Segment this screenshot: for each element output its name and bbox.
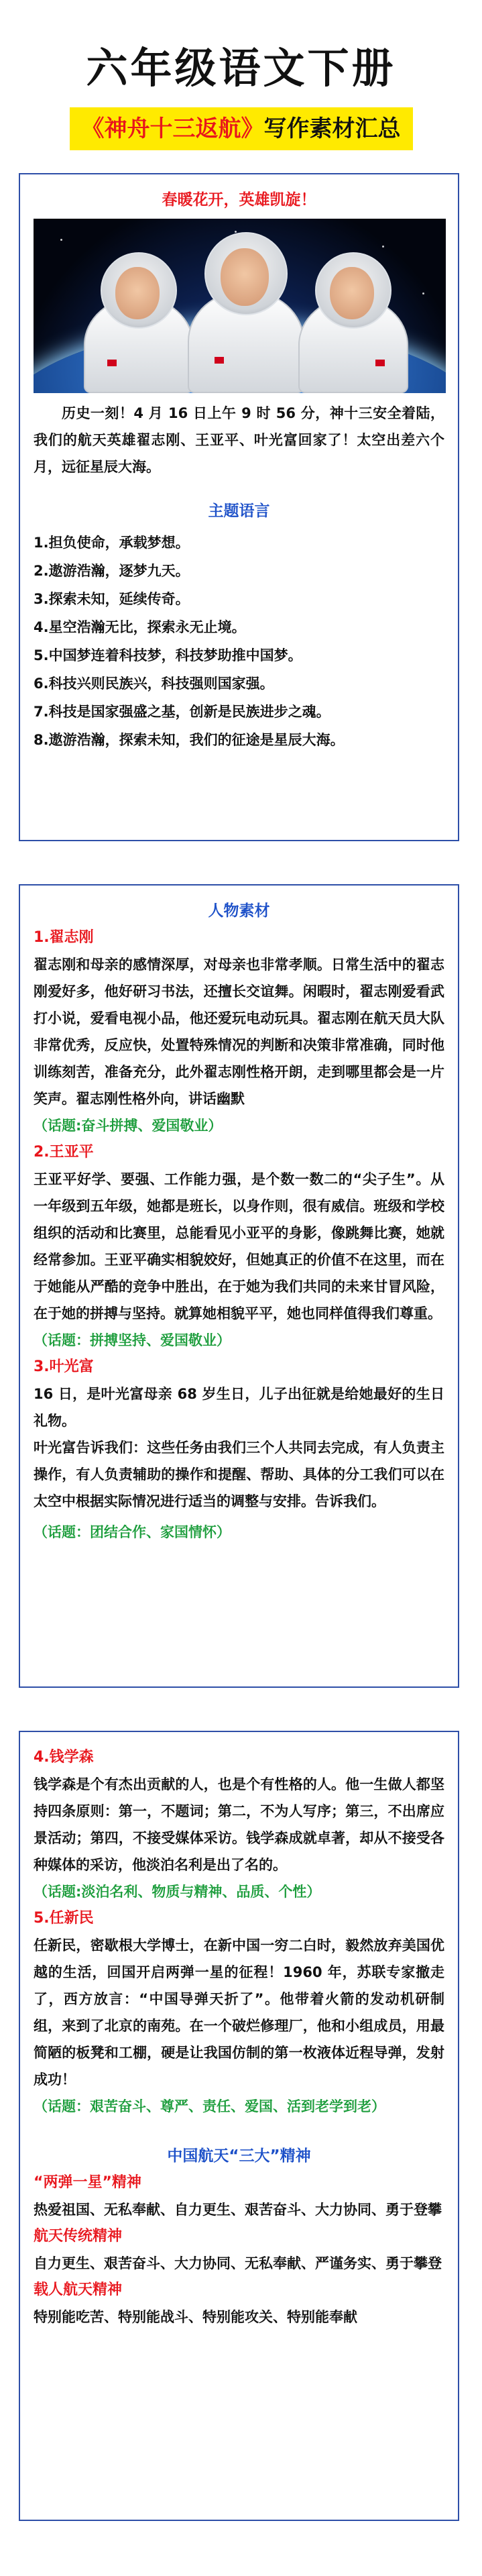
theme-item: 8.遨游浩瀚，探索未知，我们的征途是星辰大海。: [34, 732, 345, 748]
theme-item: 6.科技兴则民族兴，科技强则国家强。: [34, 676, 274, 692]
person-text-zhai: 翟志刚和母亲的感情深厚，对母亲也非常孝顺。日常生活中的翟志刚爱好多，他好研习书法，还擅长交谊舞。闲暇时，翟志刚爱看武打小说，爱看电视小品，他还爱玩电动玩具。翟志刚在航天员大队非常优秀，反应快，处置特殊情况的判断和决策非常准确，同时他训练刻苦，准备充分，此外翟志刚性格开朗，走到哪里都会是一片笑声。翟志刚性格外向，讲话幽默: [34, 957, 444, 1107]
person-text-ye-1: 16 日，是叶光富母亲 68 岁生日，儿子出征就是给她最好的生日礼物。: [34, 1386, 444, 1429]
astronaut-right: [295, 239, 409, 393]
subtitle-highlight: 《神舟十三返航》: [81, 115, 264, 142]
spirit-text-3: 特别能吃苦、特别能战斗、特别能攻关、特别能奉献: [34, 2309, 357, 2325]
theme-item: 5.中国梦连着科技梦，科技梦助推中国梦。: [34, 647, 302, 663]
person-name-zhai: 1.翟志刚: [34, 929, 94, 946]
spirit-title-2: 航天传统精神: [34, 2228, 123, 2245]
person-text-ye-2: 叶光富告诉我们：这些任务由我们三个人共同去完成，有人负责主操作，有人负责辅助的操作和提醒、帮助、具体的分工我们可以在太空中根据实际情况进行适当的调整与安排。告诉我们。: [34, 1440, 444, 1509]
intro-paragraph: 历史一刻！4 月 16 日上午 9 时 56 分，神十三安全着陆，我们的航天英雄翟志刚、王亚平、叶光富回家了！太空出差六个月，远征星辰大海。: [34, 405, 444, 475]
person-name-ren: 5.任新民: [34, 1910, 94, 1927]
spirit-text-1: 热爱祖国、无私奉献、自力更生、艰苦奋斗、大力协同、勇于登攀: [34, 2202, 442, 2218]
person-text-wang: 王亚平好学、要强、工作能力强，是个数一数二的“尖子生”。从一年级到五年级，她都是班长，以身作则，很有威信。班级和学校组织的活动和比赛里，总能看见小亚平的身影，像跳舞比赛，她就经常参加。王亚平确实相貌姣好，但她真正的价值不在这里，而在于她能从严酷的竞争中胜出，在于她为我们共同的未来甘冒风险，在于她的拼搏与坚持。就算她相貌平平，她也同样值得我们尊重。: [34, 1171, 444, 1322]
spirits-heading: 中国航天“三大”精神: [167, 2147, 311, 2165]
spirit-text-2: 自力更生、艰苦奋斗、大力协同、无私奉献、严谨务实、勇于攀登: [34, 2255, 442, 2271]
person-name-ye: 3.叶光富: [34, 1358, 94, 1375]
person-text-ren: 任新民，密歇根大学博士，在新中国一穷二白时，毅然放弃美国优越的生活，回国开启两弹一星的征程！1960 年，苏联专家撤走了，西方放言：“中国导弹天折了”。他带着火箭的发动机研制组，来到了北京的南苑。在一个破烂修理厂，他和小组成员，用最简陋的板凳和工棚，硬是让我国仿制的第一枚液体近程导弹，发射成功！: [34, 1937, 444, 2088]
themes-list: [34, 529, 444, 754]
page-title: 六年级语文下册: [86, 44, 396, 93]
subtitle: [70, 107, 413, 150]
subtitle-banner: [0, 107, 482, 150]
spirit-title-1: “两弹一星”精神: [34, 2174, 141, 2191]
person-topic-ye: （话题：团结合作、家国情怀）: [34, 1524, 231, 1540]
person-text-qian: 钱学森是个有杰出贡献的人，也是个有性格的人。他一生做人都坚持四条原则：第一，不题词；第二，不为人写序；第三，不出席应景活动；第四，不接受媒体采访。钱学森成就卓著，却从不接受各种媒体的采访，他淡泊名利是出了名的。: [34, 1776, 444, 1873]
person-topic-ren: （话题：艰苦奋斗、尊严、责任、爱国、活到老学到老）: [34, 2098, 385, 2114]
intro-heading: 春暖花开，英雄凯旋！: [162, 191, 316, 209]
astronaut-left: [80, 239, 194, 393]
person-topic-qian: （话题:淡泊名利、物质与精神、品质、个性）: [34, 1884, 321, 1900]
intro-themes-box: [19, 173, 459, 841]
people-heading: 人物素材: [208, 902, 270, 920]
theme-item: 3.探索未知，延续传奇。: [34, 591, 190, 607]
more-people-box: [19, 1731, 459, 2521]
person-topic-wang: （话题：拼搏坚持、爱国敬业）: [34, 1332, 231, 1348]
theme-item: 7.科技是国家强盛之基，创新是民族进步之魂。: [34, 704, 330, 720]
astronauts-photo: [34, 219, 446, 393]
theme-item: 1.担负使命，承载梦想。: [34, 535, 190, 551]
astronaut-center: [184, 225, 305, 393]
theme-item: 4.星空浩瀚无比，探索永无止境。: [34, 619, 246, 635]
subtitle-rest: 写作素材汇总: [263, 115, 401, 142]
theme-item: 2.遨游浩瀚，逐梦九天。: [34, 563, 190, 579]
person-name-qian: 4.钱学森: [34, 1749, 94, 1766]
people-box: [19, 884, 459, 1688]
spirit-title-3: 载人航天精神: [34, 2282, 123, 2298]
themes-heading: 主题语言: [208, 502, 270, 520]
person-topic-zhai: （话题:奋斗拼搏、爱国敬业）: [34, 1118, 223, 1134]
person-name-wang: 2.王亚平: [34, 1144, 94, 1161]
